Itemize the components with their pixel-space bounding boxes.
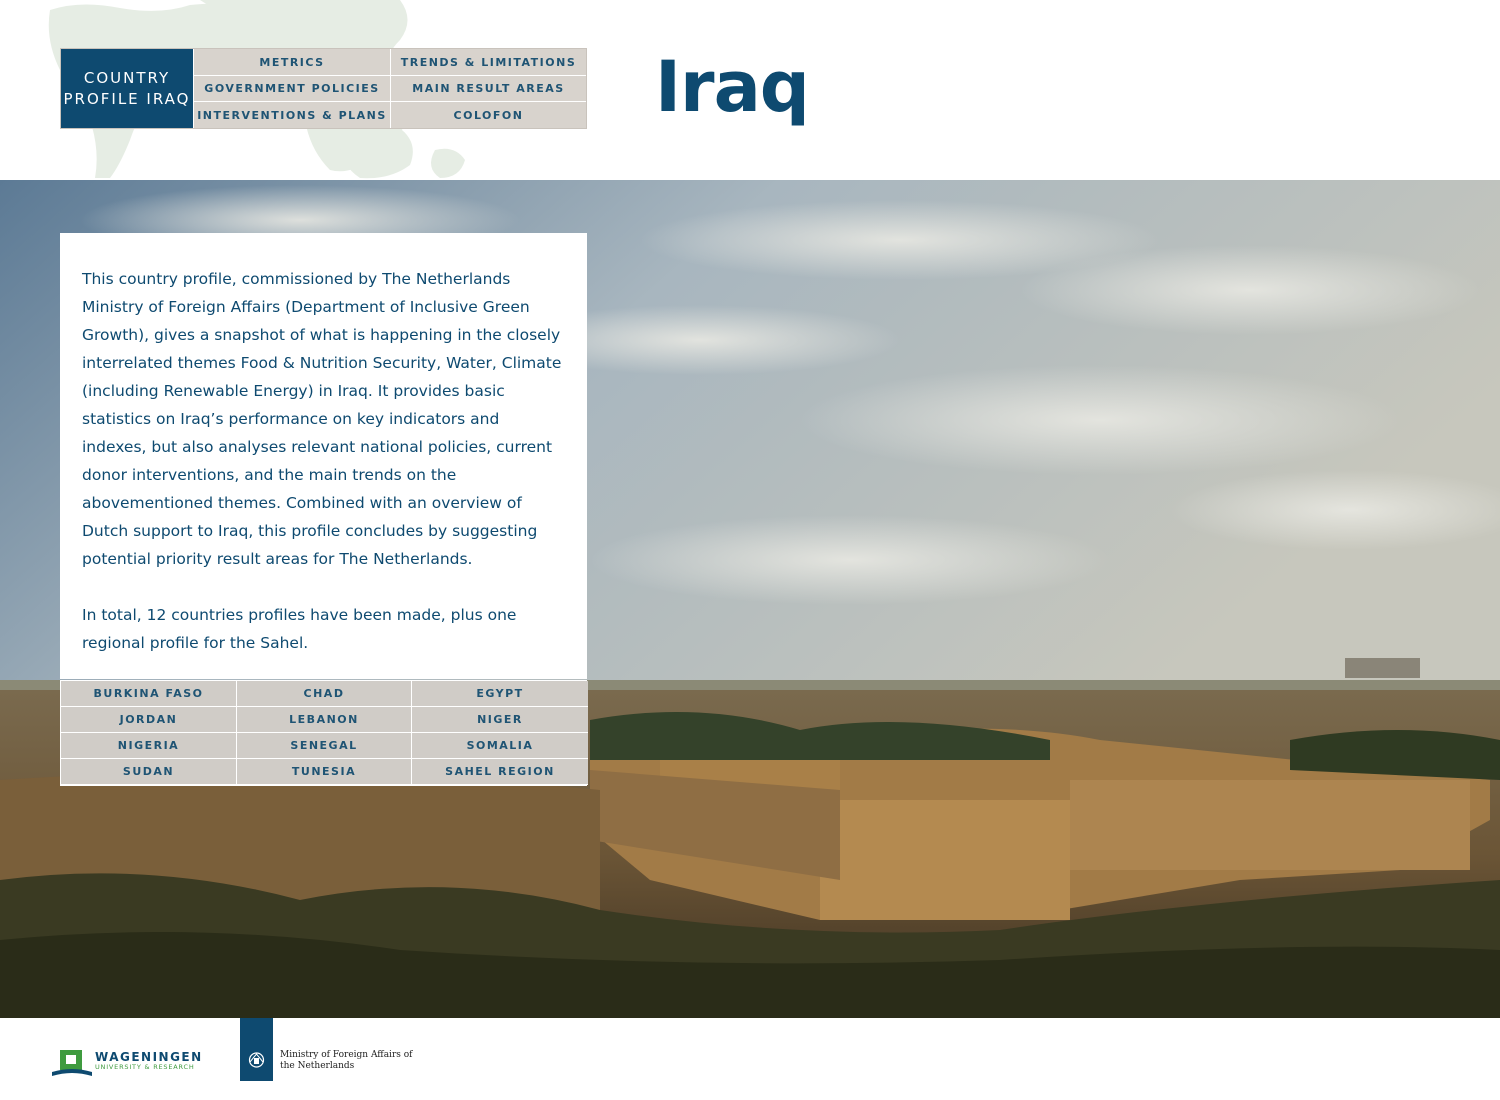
country-link-jordan[interactable]: JORDAN bbox=[61, 707, 237, 733]
country-link-senegal[interactable]: SENEGAL bbox=[237, 733, 412, 759]
country-link-burkina-faso[interactable]: BURKINA FASO bbox=[61, 681, 237, 707]
nav-colofon[interactable]: COLOFON bbox=[390, 102, 586, 128]
country-link-lebanon[interactable]: LEBANON bbox=[237, 707, 412, 733]
main-navigation bbox=[60, 48, 587, 129]
nav-link-grid bbox=[193, 49, 586, 128]
nav-main-result-areas[interactable]: MAIN RESULT AREAS bbox=[390, 76, 586, 102]
nav-metrics[interactable]: METRICS bbox=[193, 49, 390, 76]
intro-paragraph: This country profile, commissioned by The Netherlands Ministry of Foreign Affairs (Department of Inclusive Green Growth), gives a snapshot of what is happening in the closely interrelated themes Food & Nutrition Security, Water, Climate (including Renewable Energy) in Iraq. It provides basic statistics on Iraq’s performance on key indicators and indexes, but also analyses relevant national policies, current donor interventions, and the main trends on the abovementioned themes. Combined with an overview of Dutch support to Iraq, this profile concludes by suggesting potential priority result areas for The Netherlands. bbox=[82, 270, 562, 568]
nav-government-policies[interactable]: GOVERNMENT POLICIES bbox=[193, 76, 390, 102]
country-link-sudan[interactable]: SUDAN bbox=[61, 759, 237, 785]
ministry-emblem-icon bbox=[240, 1018, 273, 1081]
intro-paragraph-countries: In total, 12 countries profiles have been made, plus one regional profile for the Sahel. bbox=[82, 606, 517, 652]
page-title: Iraq bbox=[655, 46, 809, 128]
country-link-niger[interactable]: NIGER bbox=[412, 707, 588, 733]
nav-interventions-plans[interactable]: INTERVENTIONS & PLANS bbox=[193, 102, 390, 128]
intro-card bbox=[60, 233, 587, 679]
footer bbox=[0, 1018, 1500, 1100]
wageningen-name: WAGENINGEN bbox=[95, 1050, 203, 1064]
country-link-tunesia[interactable]: TUNESIA bbox=[237, 759, 412, 785]
country-link-somalia[interactable]: SOMALIA bbox=[412, 733, 588, 759]
wageningen-subtitle: UNIVERSITY & RESEARCH bbox=[95, 1063, 195, 1071]
country-link-egypt[interactable]: EGYPT bbox=[412, 681, 588, 707]
country-link-nigeria[interactable]: NIGERIA bbox=[61, 733, 237, 759]
country-links-grid bbox=[60, 680, 587, 786]
country-link-chad[interactable]: CHAD bbox=[237, 681, 412, 707]
nav-trends-limitations[interactable]: TRENDS & LIMITATIONS bbox=[390, 49, 586, 76]
country-profile-home-link[interactable]: COUNTRY PROFILE IRAQ bbox=[61, 49, 193, 128]
country-link-sahel-region[interactable]: SAHEL REGION bbox=[412, 759, 588, 785]
ministry-name: Ministry of Foreign Affairs of the Netherlands bbox=[280, 1050, 413, 1071]
